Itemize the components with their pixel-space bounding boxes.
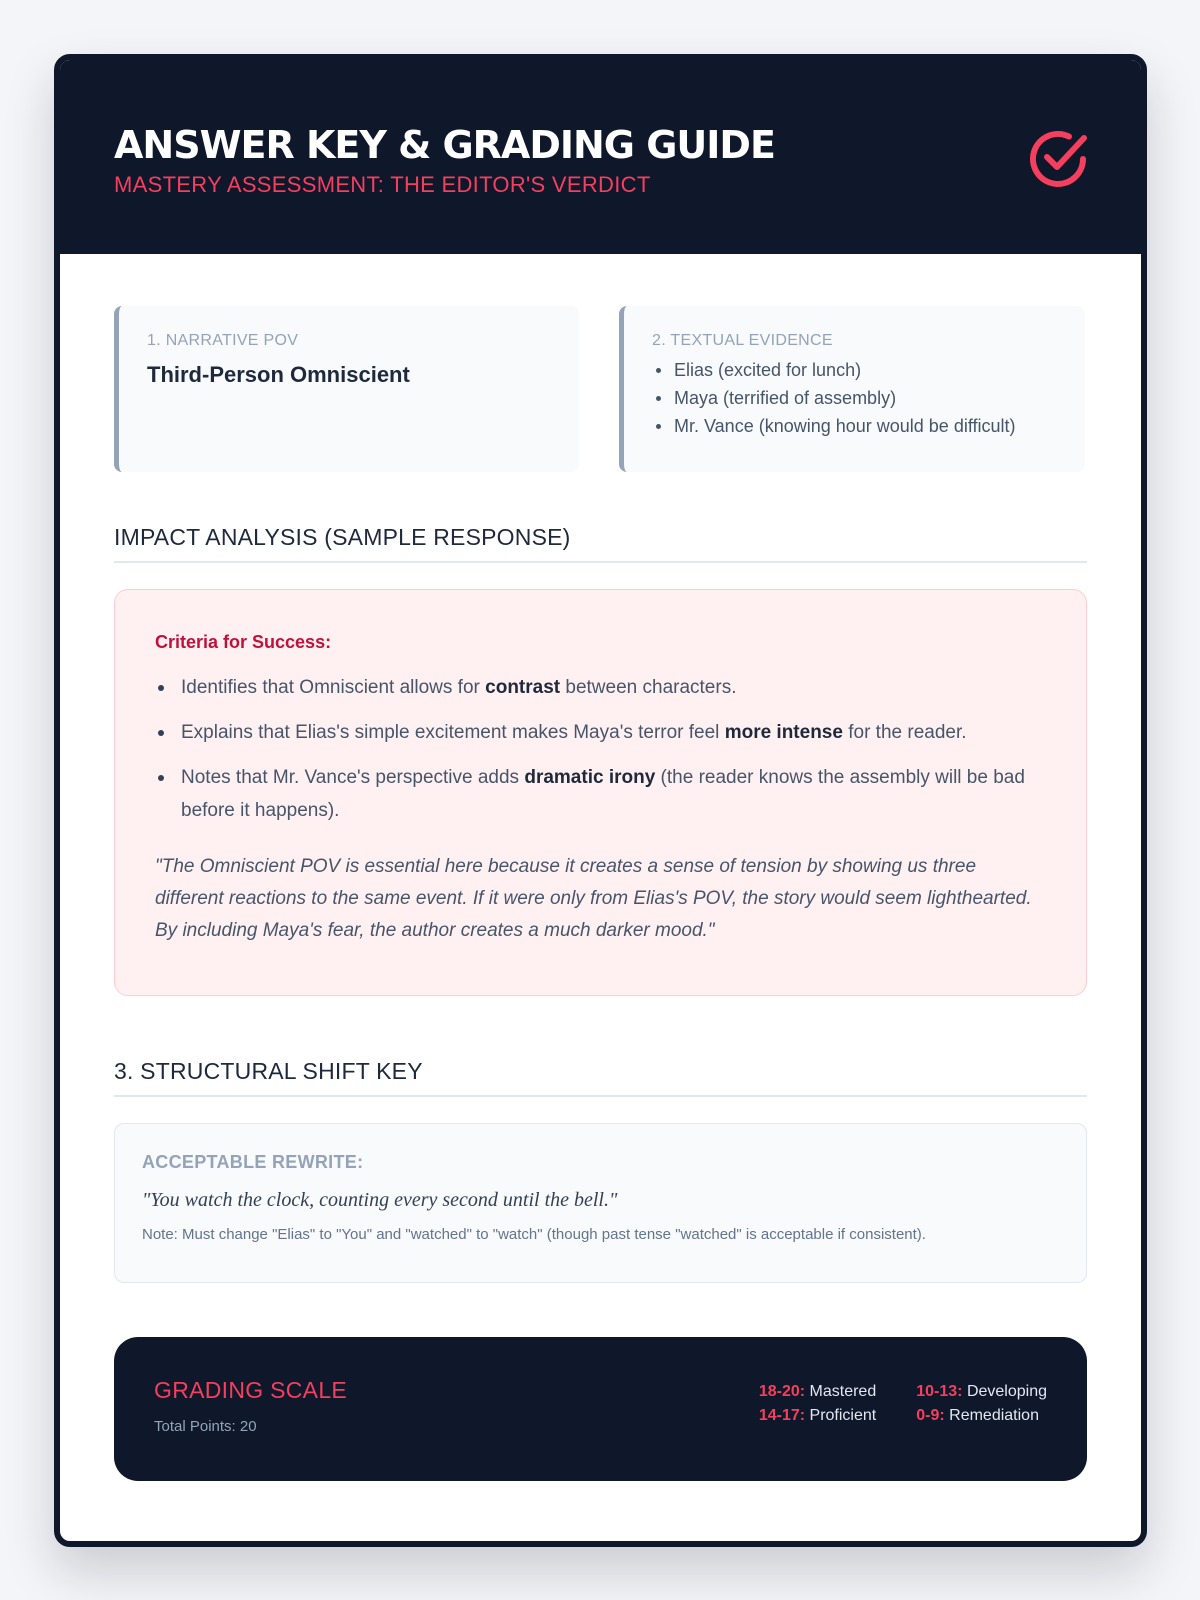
scale-item [759, 1383, 876, 1401]
grading-scale-footer [114, 1337, 1087, 1481]
page-title: ANSWER KEY & GRADING GUIDE [114, 123, 775, 167]
list-item: Maya (terrified of assembly) [652, 384, 1057, 412]
list-item [155, 671, 1046, 704]
scale-range: 0-9: [916, 1407, 945, 1424]
rewrite-note: Note: Must change "Elias" to "You" and "watched" to "watch" (though past tense "watched" is acceptable if consistent). [142, 1226, 926, 1243]
list-item [155, 716, 1046, 749]
criteria-bold: contrast [485, 677, 561, 698]
scale-item [916, 1407, 1047, 1425]
criteria-bold: dramatic irony [524, 767, 656, 788]
criteria-text: Notes that Mr. Vance's perspective adds [181, 767, 525, 788]
page-subtitle: MASTERY ASSESSMENT: THE EDITOR'S VERDICT [114, 172, 651, 197]
criteria-text: for the reader. [842, 722, 967, 743]
sample-response: "The Omniscient POV is essential here because it creates a sense of tension by showing us three different reactions to the same event. If it were only from Elias's POV, the story would seem lighthearted. By including Maya's fear, the author creates a much darker mood." [155, 856, 1032, 941]
check-circle-icon [1025, 126, 1091, 192]
textual-evidence-label: 2. TEXTUAL EVIDENCE [652, 332, 833, 349]
list-item: Mr. Vance (knowing hour would be difficult) [652, 412, 1057, 440]
scale-item [759, 1407, 876, 1425]
narrative-pov-label: 1. NARRATIVE POV [147, 332, 299, 349]
scale-label: Remediation [949, 1407, 1039, 1424]
page-header [60, 60, 1141, 254]
criteria-label: Criteria for Success: [155, 632, 332, 652]
criteria-list [155, 671, 1046, 827]
criteria-text: between characters. [560, 677, 737, 698]
impact-analysis-title: IMPACT ANALYSIS (SAMPLE RESPONSE) [114, 524, 1087, 563]
total-points: Total Points: 20 [154, 1418, 257, 1435]
scale-range: 10-13: [916, 1383, 963, 1400]
scale-item [916, 1383, 1047, 1401]
grading-scale-grid [759, 1383, 1047, 1425]
criteria-text: Identifies that Omniscient allows for [181, 677, 486, 698]
narrative-pov-box [114, 306, 579, 472]
scale-label: Developing [966, 1383, 1047, 1400]
impact-analysis-box [114, 589, 1087, 996]
page-content [60, 254, 1141, 1481]
criteria-text: (the reader knows the assembly will be bad before it happens). [181, 767, 1025, 821]
rewrite-text: "You watch the clock, counting every second until the bell." [142, 1189, 618, 1211]
criteria-bold: more intense [724, 722, 843, 743]
list-item [155, 761, 1046, 827]
answer-key-card [54, 54, 1147, 1547]
scale-range: 18-20: [758, 1383, 806, 1400]
scale-label: Proficient [809, 1407, 877, 1424]
list-item: Elias (excited for lunch) [652, 356, 1057, 384]
grading-scale-title: GRADING SCALE [154, 1377, 348, 1403]
scale-range: 14-17: [758, 1407, 806, 1424]
rewrite-box [114, 1123, 1087, 1283]
structural-shift-title: 3. STRUCTURAL SHIFT KEY [114, 1058, 1087, 1097]
criteria-text: Explains that Elias's simple excitement makes Maya's terror feel [181, 722, 725, 743]
evidence-list [652, 356, 1057, 440]
narrative-pov-value: Third-Person Omniscient [147, 362, 410, 387]
textual-evidence-box [619, 306, 1085, 472]
scale-label: Mastered [809, 1383, 877, 1400]
rewrite-label: ACCEPTABLE REWRITE: [142, 1152, 364, 1172]
top-row [114, 306, 1087, 472]
